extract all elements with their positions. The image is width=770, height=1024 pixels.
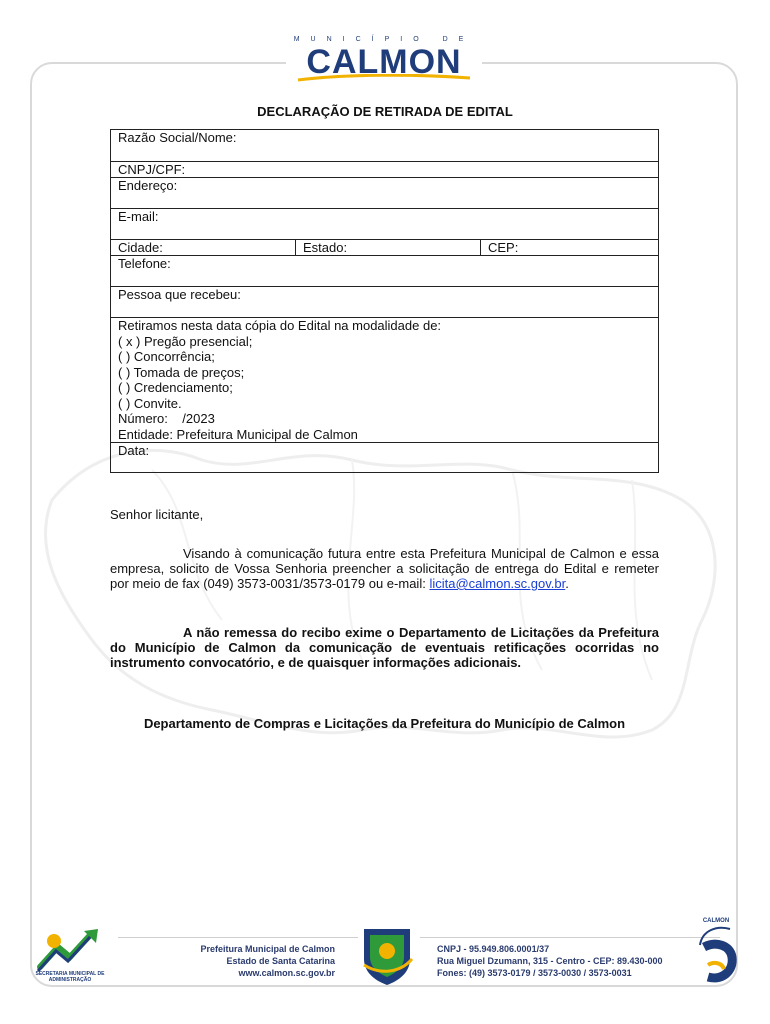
- paragraph-communication-text: Visando à comunicação futura entre esta Prefeitura Municipal de Calmon e essa empresa, solicito de Vossa Senhoria preencher a solicitação de entrega do Edital e remeter por meio de fax (049) 3573-0031/3573-0179 ou e-mail:: [110, 546, 659, 591]
- state-map-watermark: [32, 430, 732, 760]
- logo-title: CALMON: [306, 43, 462, 81]
- modalidade-intro: Retiramos nesta data cópia do Edital na modalidade de:: [118, 318, 442, 333]
- greeting: Senhor licitante,: [110, 507, 204, 522]
- email-field[interactable]: [111, 209, 659, 240]
- data-field[interactable]: [111, 443, 659, 473]
- pessoa-field[interactable]: [111, 287, 659, 318]
- data-label: Data:: [118, 443, 150, 458]
- option-credenciamento[interactable]: ( ) Credenciamento;: [118, 380, 233, 395]
- telefone-field[interactable]: [111, 256, 659, 287]
- pessoa-label: Pessoa que recebeu:: [118, 287, 241, 302]
- cep-field[interactable]: [481, 240, 659, 256]
- paragraph-notice: A não remessa do recibo exime o Departamento de Licitações da Prefeitura do Município de Calmon da comunicação de eventuais retificações ocorridas no instrumento convocatório, e de quaisquer informações adicionais.: [110, 625, 659, 670]
- cnpj-line: CNPJ - 95.949.806.0001/37: [437, 944, 550, 954]
- endereco-label: Endereço:: [118, 178, 178, 193]
- entidade-label: Entidade: Prefeitura Municipal de Calmon: [118, 426, 358, 442]
- cnpj-label: CNPJ/CPF:: [118, 162, 186, 177]
- contact-info: [437, 943, 697, 979]
- department-signature: Departamento de Compras e Licitações da Prefeitura do Município de Calmon: [143, 716, 626, 731]
- numero-label: Número: /2023: [118, 411, 215, 426]
- declaration-form: [110, 129, 659, 473]
- prefeitura-website[interactable]: www.calmon.sc.gov.br: [238, 968, 335, 978]
- municipal-crest-icon: [360, 925, 414, 987]
- right-badge-label: CALMON: [702, 918, 730, 924]
- estado-field[interactable]: [296, 240, 481, 256]
- email-label: E-mail:: [118, 209, 159, 224]
- endereco-field[interactable]: [111, 178, 659, 209]
- paragraph-communication: [110, 546, 659, 591]
- telefone-label: Telefone:: [118, 256, 171, 271]
- option-concorrencia[interactable]: ( ) Concorrência;: [118, 349, 215, 364]
- estado-label: Estado:: [303, 240, 348, 255]
- footer-divider-left: [118, 937, 358, 938]
- address-line: Rua Miguel Dzumann, 315 - Centro - CEP: 89.430-000: [437, 956, 663, 966]
- cidade-label: Cidade:: [118, 240, 163, 255]
- phones-line: Fones: (49) 3573-0179 / 3573-0030 / 3573-0031: [437, 968, 632, 978]
- calmon-logo: [286, 34, 482, 82]
- footer: [30, 915, 738, 990]
- cidade-field[interactable]: [111, 240, 296, 256]
- razao-social-label: Razão Social/Nome:: [118, 130, 237, 145]
- prefeitura-state: Estado de Santa Catarina: [226, 956, 335, 966]
- left-badge-label: SECRETARIA MUNICIPAL DE ADMINISTRAÇÃO: [35, 971, 105, 983]
- cnpj-field[interactable]: [111, 162, 659, 178]
- paragraph-end: .: [565, 576, 569, 591]
- option-convite[interactable]: ( ) Convite.: [118, 395, 182, 411]
- cep-label: CEP:: [488, 240, 519, 255]
- logo-swoosh-icon: [296, 74, 472, 82]
- prefeitura-info: [130, 943, 335, 979]
- email-link[interactable]: licita@calmon.sc.gov.br: [429, 576, 566, 591]
- logo-subtitle: MUNICÍPIO DE: [293, 36, 475, 43]
- calmon-anniversary-badge-icon: [694, 921, 738, 987]
- prefeitura-name: Prefeitura Municipal de Calmon: [200, 944, 335, 954]
- footer-divider-right: [420, 937, 720, 938]
- document-title: DECLARAÇÃO DE RETIRADA DE EDITAL: [257, 104, 513, 119]
- razao-social-field[interactable]: [111, 130, 659, 162]
- option-tomada[interactable]: ( ) Tomada de preços;: [118, 364, 245, 380]
- option-pregao[interactable]: ( x ) Pregão presencial;: [118, 333, 253, 349]
- modalidade-section: [111, 318, 659, 443]
